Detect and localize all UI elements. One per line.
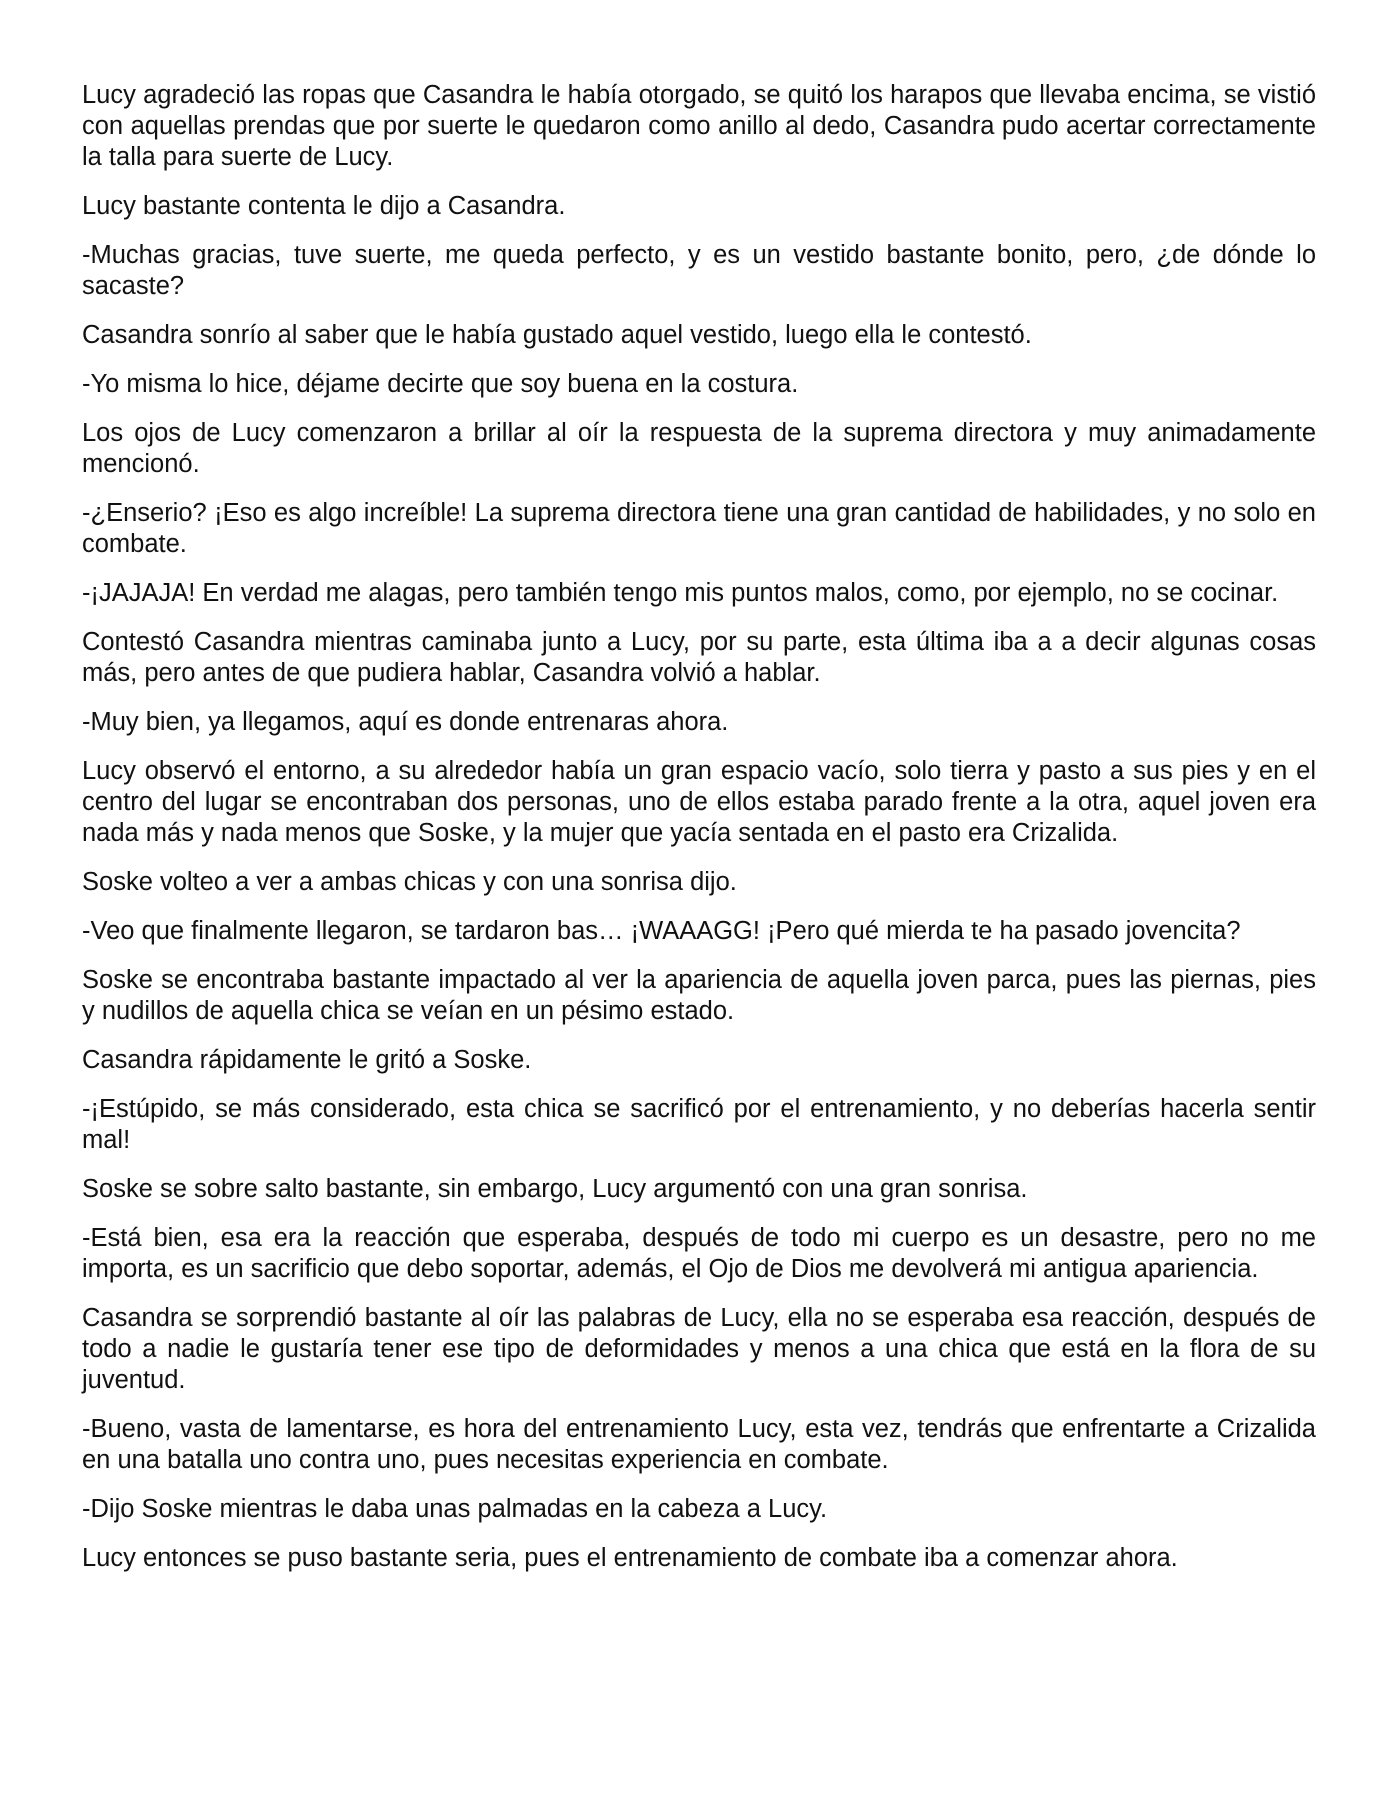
paragraph: Soske volteo a ver a ambas chicas y con una sonrisa dijo.: [82, 868, 737, 896]
paragraph: -Bueno, vasta de lamentarse, es hora del entrenamiento Lucy, esta vez, tendrás que enfrentarte a Crizalida en una batalla uno contra uno, pues necesitas experiencia en combate.: [82, 1415, 1316, 1474]
paragraph: Casandra sonrío al saber que le había gustado aquel vestido, luego ella le contestó.: [82, 321, 1032, 349]
paragraph: Lucy agradeció las ropas que Casandra le había otorgado, se quitó los harapos que llevaba encima, se vistió con aquellas prendas que por suerte le quedaron como anillo al dedo, Casandra pudo acertar correctamente la talla para suerte de Lucy.: [82, 81, 1316, 171]
paragraph: -Veo que finalmente llegaron, se tardaron bas… ¡WAAAGG! ¡Pero qué mierda te ha pasado jovencita?: [82, 917, 1241, 945]
paragraph: Casandra se sorprendió bastante al oír las palabras de Lucy, ella no se esperaba esa reacción, después de todo a nadie le gustaría tener ese tipo de deformidades y menos a una chica que está en la flora de su juventud.: [82, 1304, 1316, 1394]
paragraph: -Yo misma lo hice, déjame decirte que soy buena en la costura.: [82, 370, 799, 398]
paragraph: Soske se encontraba bastante impactado al ver la apariencia de aquella joven parca, pues las piernas, pies y nudillos de aquella chica se veían en un pésimo estado.: [82, 966, 1316, 1025]
paragraph: -Está bien, esa era la reacción que esperaba, después de todo mi cuerpo es un desastre, pero no me importa, es un sacrificio que debo soportar, además, el Ojo de Dios me devolverá mi antigua apariencia.: [82, 1224, 1316, 1283]
paragraph: Los ojos de Lucy comenzaron a brillar al oír la respuesta de la suprema directora y muy animadamente mencionó.: [82, 419, 1316, 478]
paragraph: Casandra rápidamente le gritó a Soske.: [82, 1046, 532, 1074]
paragraph: -¿Enserio? ¡Eso es algo increíble! La suprema directora tiene una gran cantidad de habilidades, y no solo en combate.: [82, 499, 1316, 558]
paragraph: -Dijo Soske mientras le daba unas palmadas en la cabeza a Lucy.: [82, 1495, 828, 1523]
paragraph: Soske se sobre salto bastante, sin embargo, Lucy argumentó con una gran sonrisa.: [82, 1175, 1028, 1203]
paragraph: -¡Estúpido, se más considerado, esta chica se sacrificó por el entrenamiento, y no deberías hacerla sentir mal!: [82, 1095, 1316, 1154]
document-page: [82, 80, 1316, 1592]
paragraph: Lucy bastante contenta le dijo a Casandra.: [82, 192, 566, 220]
paragraph: -Muchas gracias, tuve suerte, me queda perfecto, y es un vestido bastante bonito, pero, ¿de dónde lo sacaste?: [82, 241, 1316, 300]
paragraph: -Muy bien, ya llegamos, aquí es donde entrenaras ahora.: [82, 708, 729, 736]
paragraph: Contestó Casandra mientras caminaba junto a Lucy, por su parte, esta última iba a a decir algunas cosas más, pero antes de que pudiera hablar, Casandra volvió a hablar.: [82, 628, 1316, 687]
paragraph: Lucy entonces se puso bastante seria, pues el entrenamiento de combate iba a comenzar ahora.: [82, 1544, 1178, 1572]
paragraph: Lucy observó el entorno, a su alrededor había un gran espacio vacío, solo tierra y pasto a sus pies y en el centro del lugar se encontraban dos personas, uno de ellos estaba parado frente a la otra, aquel joven era nada más y nada menos que Soske, y la mujer que yacía sentada en el pasto era Crizalida.: [82, 757, 1316, 847]
paragraph: -¡JAJAJA! En verdad me alagas, pero también tengo mis puntos malos, como, por ejemplo, no se cocinar.: [82, 579, 1279, 607]
